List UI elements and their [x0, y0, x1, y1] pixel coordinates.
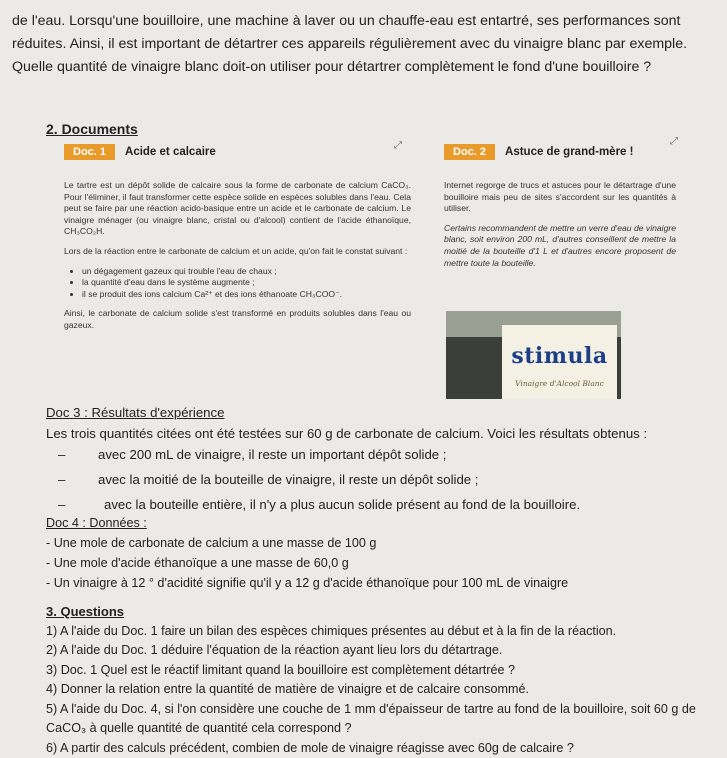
- doc1-bullet: • il se produit des ions calcium Ca²⁺ et des ions éthanoate CH₃COO⁻.: [82, 289, 411, 301]
- brand-name: stimula: [502, 343, 617, 369]
- dash: –: [58, 469, 65, 490]
- doc2-badge: Doc. 2: [444, 144, 495, 160]
- doc4-item: - Une mole d'acide éthanoïque a une masse de 60,0 g: [46, 553, 716, 573]
- doc2-paragraph-2: Certains recommandent de mettre un verre d'eau de vinaigre blanc, soit environ 200 mL, d'autres conseillent de mettre la moitié de la bouteille d'1 L et d'autres encore proposent de mettre toute la bouteille.: [444, 223, 676, 269]
- doc4-item: - Un vinaigre à 12 ° d'acidité signifie qu'il y a 12 g d'acide éthanoïque pour 100 mL de vinaigre: [46, 573, 716, 593]
- doc1-body: [64, 180, 411, 340]
- question-item: 1) A l'aide du Doc. 1 faire un bilan des espèces chimiques présentes au début et à la fin de la réaction.: [46, 622, 718, 642]
- question-item: 4) Donner la relation entre la quantité de matière de vinaigre et de calcaire consommé.: [46, 680, 718, 700]
- doc4-item: - Une mole de carbonate de calcium a une masse de 100 g: [46, 533, 716, 553]
- doc2-header: [444, 142, 680, 162]
- bottle-label: [502, 325, 617, 399]
- doc1-bullet: • un dégagement gazeux qui trouble l'eau de chaux ;: [82, 266, 411, 278]
- doc1-paragraph-1: Le tartre est un dépôt solide de calcaire sous la forme de carbonate de calcium CaCO₃. Pour l'éliminer, il faut transformer cette espèce solide en espèces solubles dans l'eau. Cela peut se faire par une réaction acido-basique entre un acide et le carbonate de calcium. Le vinaigre ménager (ou vinaigre blanc, cristal ou d'alcool) contient de l'acide éthanoïque, CH₃CO₂H.: [64, 180, 411, 238]
- doc1-expand-icon[interactable]: ⤢: [394, 140, 402, 151]
- doc1-paragraph-2: Lors de la réaction entre le carbonate de calcium et un acide, qu'on fait le constat suivant :: [64, 246, 411, 258]
- question-item: 2) A l'aide du Doc. 1 déduire l'équation de la réaction ayant lieu lors du détartrage.: [46, 641, 718, 661]
- doc2-expand-icon[interactable]: ⤢: [670, 136, 678, 147]
- intro-paragraph: de l'eau. Lorsqu'une bouilloire, une machine à laver ou un chauffe-eau est entartré, ses performances sont réduites. Ainsi, il est important de détartrer ces appareils régulièrement avec du vinaigre blanc par exemple. Quelle quantité de vinaigre blanc doit-on utiliser pour détartrer complètement le fond d'une bouilloire ?: [12, 10, 712, 79]
- dash: –: [58, 444, 65, 465]
- questions-title: 3. Questions: [46, 602, 718, 622]
- question-item: 6) A partir des calculs précédent, combien de mole de vinaigre réagisse avec 60g de calcaire ?: [46, 739, 718, 758]
- doc3-title: Doc 3 : Résultats d'expérience: [46, 402, 716, 423]
- doc3-result-text: avec 200 mL de vinaigre, il reste un important dépôt solide ;: [98, 447, 446, 462]
- doc2-title: Astuce de grand-mère !: [505, 146, 633, 158]
- doc1-bullet-list: [64, 266, 411, 301]
- dash: –: [58, 494, 65, 515]
- doc1-title: Acide et calcaire: [125, 146, 216, 158]
- doc3-intro: Les trois quantités citées ont été testées sur 60 g de carbonate de calcium. Voici les résultats obtenus :: [46, 423, 716, 444]
- doc1-header: [64, 142, 394, 162]
- doc1-paragraph-3: Ainsi, le carbonate de calcium solide s'est transformé en produits solubles dans l'eau ou gazeux.: [64, 308, 411, 331]
- doc1-bullet: • la quantité d'eau dans le système augmente ;: [82, 277, 411, 289]
- doc2-paragraph-1: Internet regorge de trucs et astuces pour le détartrage d'une bouilloire mais peu de sites s'accordent sur les quantités à utiliser.: [444, 180, 676, 215]
- doc4-title: Doc 4 : Données :: [46, 513, 716, 533]
- vinegar-bottle-photo: [446, 311, 621, 399]
- doc3-result-item: [46, 494, 716, 515]
- questions-section: [46, 602, 718, 758]
- doc3-result-item: [46, 444, 716, 465]
- doc4-section: [46, 513, 716, 593]
- doc3-result-item: [46, 469, 716, 490]
- question-item: 3) Doc. 1 Quel est le réactif limitant quand la bouilloire est complètement détartrée ?: [46, 661, 718, 681]
- doc3-result-text: avec la moitié de la bouteille de vinaigre, il reste un dépôt solide ;: [98, 472, 478, 487]
- brand-subtitle: Vinaigre d'Alcool Blanc: [502, 379, 617, 388]
- doc3-result-text: avec la bouteille entière, il n'y a plus aucun solide présent au fond de la bouilloire.: [104, 497, 580, 512]
- doc1-badge: Doc. 1: [64, 144, 115, 160]
- doc3-section: [46, 402, 716, 515]
- section-documents-title: 2. Documents: [46, 121, 138, 137]
- question-item: 5) A l'aide du Doc. 4, si l'on considère une couche de 1 mm d'épaisseur de tartre au fond de la bouilloire, soit 60 g de CaCO₃ à quelle quantité de quantité cela correspond ?: [46, 700, 718, 739]
- doc2-body: [444, 180, 676, 277]
